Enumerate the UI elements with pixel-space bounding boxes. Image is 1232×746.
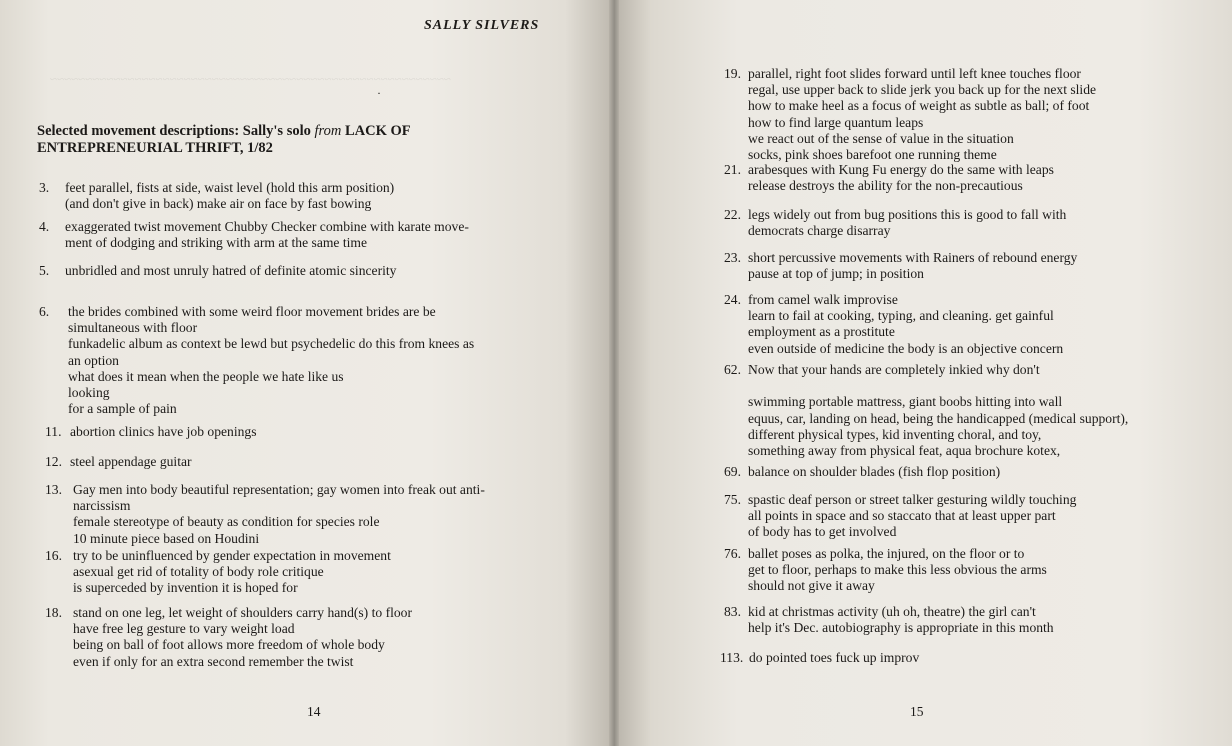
- entry-number: 69.: [724, 464, 741, 479]
- entry-text: kid at christmas activity (uh oh, theatre) the girl can't help it's Dec. autobiography is appropriate in this month: [748, 604, 1054, 636]
- entry-text: legs widely out from bug positions this is good to fall with democrats charge disarray: [748, 207, 1067, 239]
- entry-number: 113.: [720, 650, 744, 665]
- entry-text: balance on shoulder blades (fish flop position): [748, 464, 1001, 479]
- entry-text: try to be uninfluenced by gender expectation in movement asexual get rid of totality of body role critique is superceded by invention it is hoped for: [73, 548, 391, 596]
- entry-number: 3.: [39, 180, 50, 195]
- section-heading: [37, 123, 577, 157]
- heading-prefix: Selected movement descriptions: Sally's solo: [37, 123, 311, 139]
- entry-text: steel appendage guitar: [70, 454, 192, 469]
- entry-text: Gay men into body beautiful representation; gay women into freak out anti- narcissism female stereotype of beauty as condition for species role 10 minute piece based on Houdini: [73, 482, 485, 546]
- entry-text: parallel, right foot slides forward until left knee touches floor regal, use upper back to slide jerk you back up for the next slide how to make heel as a focus of weight as subtle as ball; of foot how to find large quantum leaps we react out of the sense of value in the situation socks, pink shoes barefoot one running theme: [748, 66, 1097, 163]
- heading-from: from: [314, 123, 342, 139]
- page-number: 15: [910, 704, 924, 719]
- entry-number: 62.: [724, 362, 741, 377]
- entry-text: the brides combined with some weird floor movement brides are be simultaneous with floor funkadelic album as context be lewd but psychedelic do this from knees as an option what does it mean when the people we hate like us looking for a sample of pain: [68, 304, 475, 417]
- right-page: [614, 0, 1232, 746]
- page-speck: ·: [377, 86, 381, 100]
- entry-number: 4.: [39, 219, 50, 234]
- entry-number: 16.: [45, 548, 62, 563]
- entry-text: from camel walk improvise learn to fail at cooking, typing, and cleaning. get gainful employment as a prostitute even outside of medicine the body is an objective concern: [748, 292, 1064, 356]
- entry-number: 5.: [39, 263, 50, 278]
- entry-number: 76.: [724, 546, 741, 561]
- entry-text: unbridled and most unruly hatred of definite atomic sincerity: [65, 263, 397, 278]
- left-page: [0, 0, 614, 746]
- entry-number: 18.: [45, 605, 62, 620]
- entry-text: Now that your hands are completely inkied why don't swimming portable mattress, giant boobs hitting into wall equus, car, landing on head, being the handicapped (medical support), different physical types, kid inventing choral, and toy, something away from physical feat, aqua brochure kotex,: [748, 362, 1129, 459]
- entry-number: 24.: [724, 292, 741, 307]
- entry-text: do pointed toes fuck up improv: [749, 650, 920, 665]
- entry-text: ballet poses as polka, the injured, on the floor or to get to floor, perhaps to make this less obvious the arms should not give it away: [748, 546, 1047, 594]
- running-head: SALLY SILVERS: [424, 18, 540, 33]
- entry-number: 6.: [39, 304, 50, 319]
- entry-number: 11.: [45, 424, 62, 439]
- show-through-text: ~~~~~~~~~~~~~~~~~~~~~~~~~~~~~~~~~~~~~~~~~~~~~~~~~~~~~~~~~: [50, 71, 451, 86]
- entry-number: 13.: [45, 482, 62, 497]
- entry-number: 12.: [45, 454, 62, 469]
- entry-text: arabesques with Kung Fu energy do the same with leaps release destroys the ability for the non-precautious: [748, 162, 1054, 194]
- entry-number: 83.: [724, 604, 741, 619]
- entry-text: stand on one leg, let weight of shoulders carry hand(s) to floor have free leg gesture to vary weight load being on ball of foot allows more freedom of whole body even if only for an extra second remember the twist: [73, 605, 413, 669]
- book-gutter: [609, 0, 619, 746]
- entry-text: spastic deaf person or street talker gesturing wildly touching all points in space and so staccato that at least upper part of body has to get involved: [748, 492, 1077, 540]
- entry-number: 75.: [724, 492, 741, 507]
- entry-number: 23.: [724, 250, 741, 265]
- page-number: 14: [307, 704, 321, 719]
- heading-suffix: LACK OF: [344, 123, 411, 139]
- heading-line2: ENTREPRENEURIAL THRIFT, 1/82: [37, 140, 273, 156]
- entry-text: short percussive movements with Rainers of rebound energy pause at top of jump; in position: [748, 250, 1078, 282]
- entry-text: feet parallel, fists at side, waist level (hold this arm position) (and don't give in back) make air on face by fast bowing: [65, 180, 395, 212]
- entry-number: 21.: [724, 162, 741, 177]
- entry-text: abortion clinics have job openings: [70, 424, 257, 439]
- entry-number: 19.: [724, 66, 741, 81]
- entry-text: exaggerated twist movement Chubby Checker combine with karate move- ment of dodging and striking with arm at the same time: [65, 219, 469, 251]
- entry-number: 22.: [724, 207, 741, 222]
